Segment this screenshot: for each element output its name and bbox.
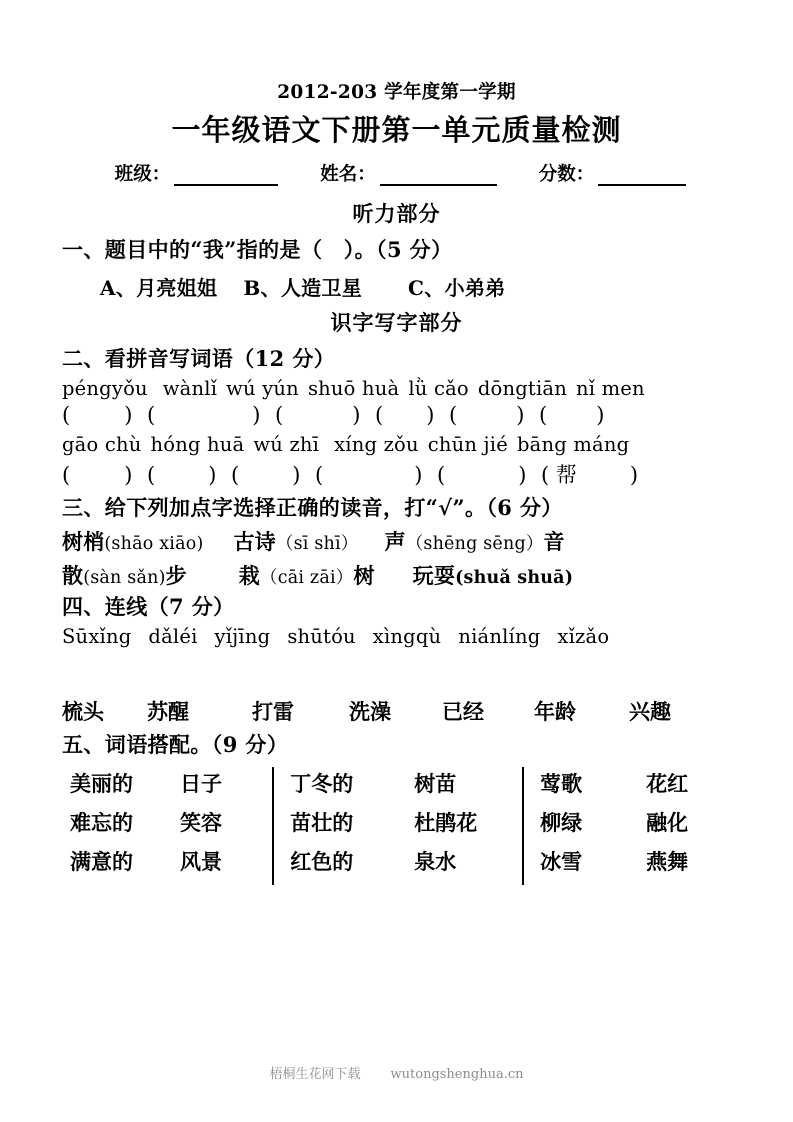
pair-left-word[interactable]: 满意的 — [70, 849, 133, 875]
match-word-item[interactable]: 苏醒 — [147, 699, 189, 725]
target-word: 玩耍 — [412, 563, 456, 589]
pinyin-cue: wú yún — [226, 376, 299, 400]
target-word: 散 — [62, 563, 84, 589]
pair-row[interactable] — [70, 764, 272, 803]
score-label: 分数： — [538, 164, 595, 186]
match-pinyin-item[interactable]: xǐzǎo — [557, 625, 610, 649]
pronunciation-options[interactable]: (shāo xiāo) — [104, 534, 204, 555]
pair-right-word[interactable]: 杜鹃花 — [414, 810, 478, 836]
student-info-row — [62, 160, 731, 186]
match-word-item[interactable]: 洗澡 — [349, 699, 391, 725]
match-pinyin-item[interactable]: yǐjīng — [214, 625, 271, 649]
pair-row[interactable] — [290, 803, 522, 842]
pair-right-word[interactable]: 燕舞 — [646, 849, 689, 875]
pinyin-cue: bāng máng — [517, 432, 630, 456]
pair-right-word[interactable]: 笑容 — [180, 810, 222, 836]
q2-pinyin-row-1 — [62, 377, 731, 400]
footer-source: 梧桐生花网下载 — [269, 1067, 361, 1082]
name-input-blank[interactable] — [380, 170, 497, 186]
listening-section-heading: 听力部分 — [352, 201, 441, 227]
pair-right-word[interactable]: 风景 — [180, 849, 222, 875]
q2-answer-row-2 — [62, 459, 731, 489]
target-word: 声 — [384, 529, 406, 555]
question-2-heading: 二、看拼音写词语（12 分） — [62, 345, 336, 371]
match-word-item[interactable]: 梳头 — [62, 699, 104, 725]
pinyin-cue: lǜ cǎo — [408, 376, 469, 400]
score-field — [539, 160, 687, 186]
literacy-section-heading: 识字写字部分 — [330, 309, 463, 335]
pair-row[interactable] — [540, 842, 731, 881]
pronunciation-options[interactable]: （cāi zāi） — [260, 568, 354, 589]
name-field — [320, 160, 539, 186]
answer-bracket[interactable]: ( ) — [437, 462, 527, 487]
choice-a[interactable]: A、月亮姐姐 — [100, 275, 218, 300]
pair-row[interactable] — [290, 842, 522, 881]
pair-row[interactable] — [70, 803, 272, 842]
pinyin-cue: hóng huā — [150, 432, 245, 456]
match-pinyin-item[interactable]: niánlíng — [458, 625, 541, 649]
pair-right-word[interactable]: 融化 — [646, 810, 689, 836]
match-pinyin-item[interactable]: xìngqù — [372, 625, 442, 649]
class-label: 班级： — [114, 164, 171, 186]
pair-left-word[interactable]: 冰雪 — [540, 849, 583, 875]
pair-right-word[interactable]: 花红 — [646, 771, 689, 797]
q4-line-drawing-area[interactable] — [62, 648, 731, 696]
q4-pinyin-row — [62, 625, 731, 648]
target-word: 树梢 — [62, 529, 105, 555]
match-pinyin-item[interactable]: Sūxǐng — [62, 625, 132, 649]
name-label: 姓名： — [320, 164, 376, 186]
answer-bracket[interactable]: ( ) — [231, 462, 301, 487]
footer-watermark — [0, 1063, 793, 1082]
answer-bracket[interactable]: ( ) — [147, 402, 261, 427]
pair-right-word[interactable]: 泉水 — [414, 849, 457, 875]
pair-left-word[interactable]: 丁冬的 — [290, 771, 354, 797]
school-year-line: 2012-203 学年度第一学期 — [277, 82, 516, 103]
pair-column-3 — [540, 764, 731, 888]
pair-row[interactable] — [290, 764, 522, 803]
answer-bracket[interactable]: ( ) — [449, 402, 525, 427]
pinyin-cue: dōngtiān — [477, 376, 567, 400]
word-suffix: 步 — [165, 563, 187, 589]
answer-bracket[interactable]: ( ) — [62, 462, 133, 487]
answer-bracket[interactable]: ( ) — [375, 402, 435, 427]
word-suffix: 树 — [353, 563, 375, 589]
pinyin-cue: wànlǐ — [162, 376, 218, 400]
q5-pair-table — [62, 764, 731, 888]
choice-c[interactable]: C、小弟弟 — [408, 275, 506, 300]
pair-column-1 — [70, 764, 272, 888]
question-3-heading: 三、给下列加点字选择正确的读音，打“√”。（6 分） — [62, 494, 563, 520]
answer-bracket[interactable]: ( ) — [62, 402, 133, 427]
footer-site: wutongshenghua.cn — [390, 1067, 524, 1082]
match-word-item[interactable]: 打雷 — [252, 699, 294, 725]
pronunciation-options[interactable]: （sī shī） — [275, 534, 359, 555]
pair-left-word[interactable]: 苗壮的 — [290, 810, 354, 836]
pronunciation-options[interactable]: （shēng sēng） — [405, 534, 544, 555]
target-word: 古诗 — [233, 529, 276, 555]
match-word-item[interactable]: 已经 — [442, 699, 484, 725]
answer-bracket[interactable]: ( ) — [539, 402, 605, 427]
pair-left-word[interactable]: 莺歌 — [540, 771, 583, 797]
pinyin-cue: shuō huà — [307, 376, 400, 400]
pair-row[interactable] — [540, 803, 731, 842]
column-divider-1 — [272, 767, 274, 885]
q4-word-row — [62, 696, 731, 726]
class-field — [115, 160, 321, 186]
pair-right-word[interactable]: 树苗 — [414, 771, 457, 797]
q3-row-1 — [62, 526, 731, 556]
q3-row-2 — [62, 560, 731, 590]
pair-row[interactable] — [540, 764, 731, 803]
pair-right-word[interactable]: 日子 — [180, 771, 222, 797]
choice-b[interactable]: B、人造卫星 — [243, 275, 363, 300]
match-pinyin-item[interactable]: dǎléi — [148, 625, 198, 649]
pair-left-word[interactable]: 红色的 — [290, 849, 354, 875]
word-suffix: 音 — [543, 529, 565, 555]
pinyin-cue: wú zhī — [253, 432, 320, 456]
question-4-heading: 四、连线（7 分） — [62, 594, 235, 620]
pair-left-word[interactable]: 美丽的 — [70, 771, 133, 797]
pinyin-cue: péngyǒu — [62, 376, 148, 400]
target-word: 栽 — [238, 563, 260, 589]
pair-row[interactable] — [70, 842, 272, 881]
answer-bracket[interactable]: ( ) — [147, 462, 217, 487]
pair-column-2 — [290, 764, 522, 888]
answer-bracket[interactable]: ( ) — [315, 462, 423, 487]
question-1-heading: 一、题目中的“我”指的是（ ）。（5 分） — [62, 237, 453, 263]
class-input-blank[interactable] — [174, 170, 278, 186]
question-5-heading: 五、词语搭配。（9 分） — [62, 732, 289, 758]
question-1-choices — [62, 272, 731, 301]
pinyin-cue: xíng zǒu — [334, 432, 419, 456]
answer-bracket[interactable]: ( 帮 ) — [541, 459, 651, 489]
pair-left-word[interactable]: 难忘的 — [70, 810, 133, 836]
match-pinyin-item[interactable]: shūtóu — [287, 625, 356, 649]
q2-answer-row-1 — [62, 403, 731, 427]
answer-bracket[interactable]: ( ) — [275, 402, 361, 427]
q2-pinyin-row-2 — [62, 433, 731, 456]
score-input-blank[interactable] — [598, 170, 686, 186]
pronunciation-options[interactable]: (shuǎ shuā) — [455, 568, 574, 589]
pinyin-cue: nǐ men — [575, 376, 645, 400]
pinyin-cue: gāo chù — [62, 432, 142, 456]
pair-left-word[interactable]: 柳绿 — [540, 810, 583, 836]
pinyin-cue: chūn jié — [427, 432, 508, 456]
answer-prefilled[interactable]: 帮 — [555, 462, 577, 487]
match-word-item[interactable]: 年龄 — [534, 699, 576, 725]
match-word-item[interactable]: 兴趣 — [629, 699, 671, 725]
pronunciation-options[interactable]: (sàn sǎn) — [83, 568, 166, 589]
column-divider-2 — [522, 767, 524, 885]
page-title: 一年级语文下册第一单元质量检测 — [171, 113, 622, 147]
